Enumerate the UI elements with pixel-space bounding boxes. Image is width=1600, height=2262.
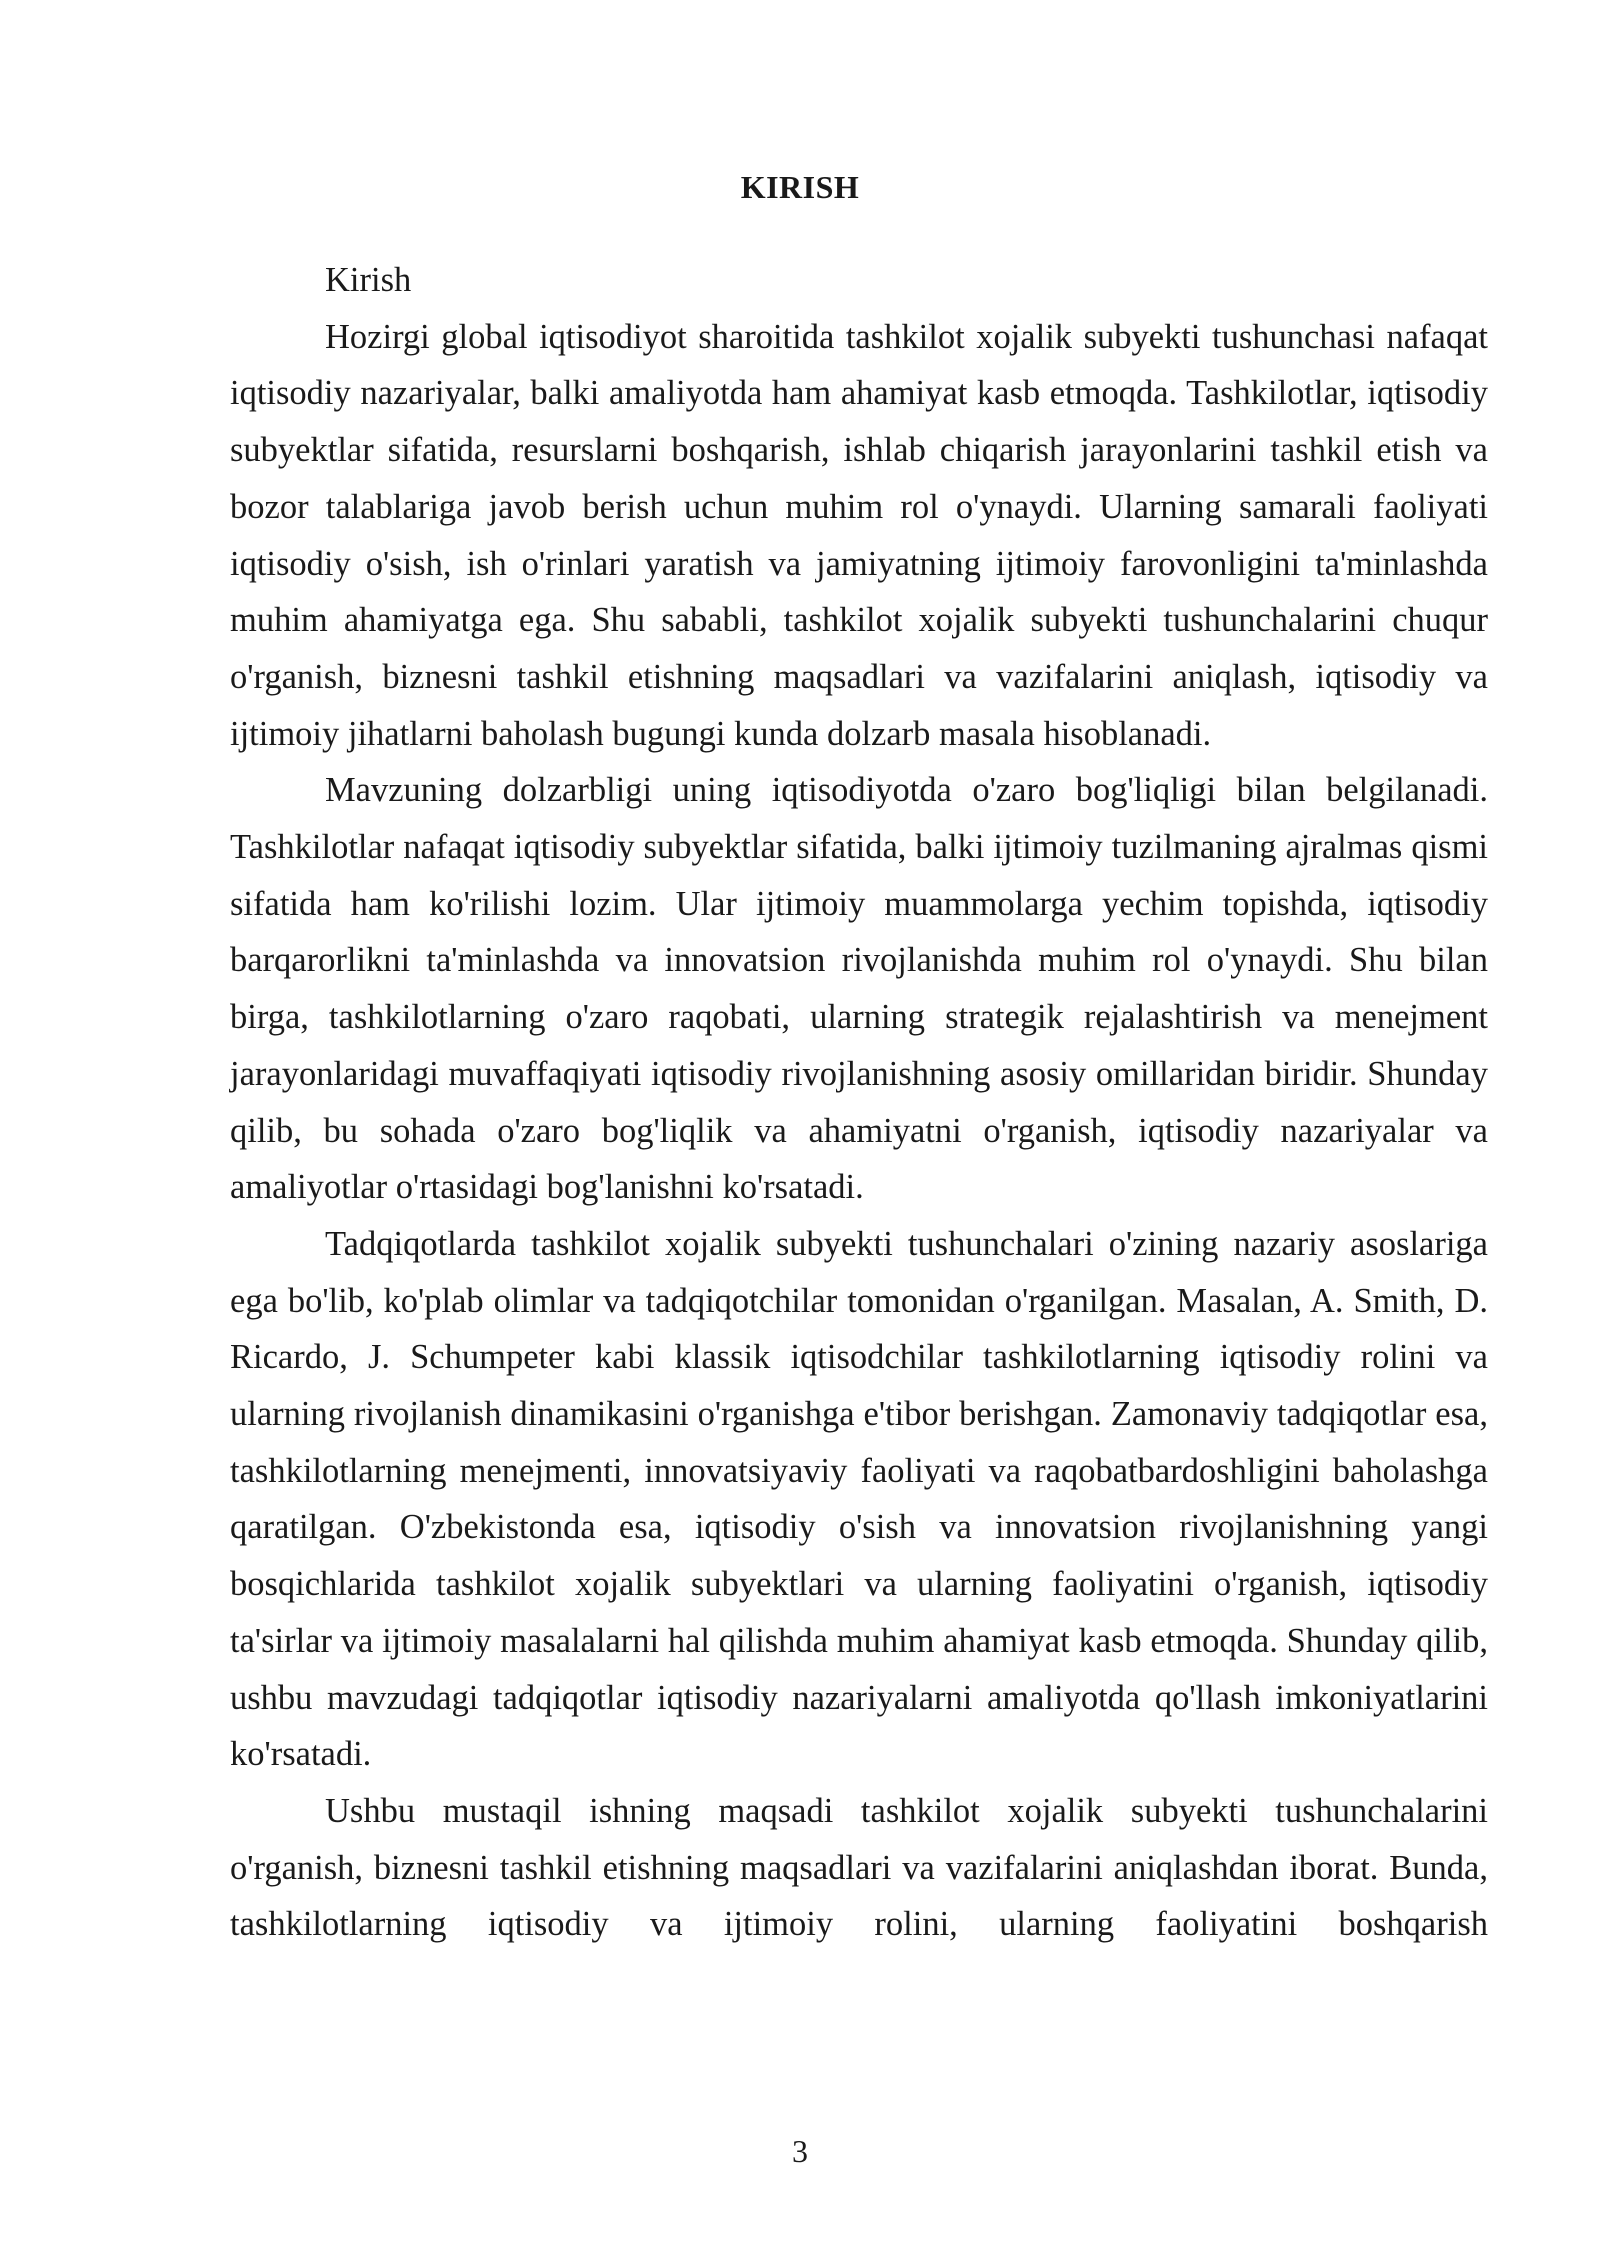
paragraph-1: Hozirgi global iqtisodiyot sharoitida tashkilot xojalik subyekti tushunchasi nafaqat iqtisodiy nazariyalar, balki amaliyotda ham ahamiyat kasb etmoqda. Tashkilotlar, iqtisodiy subyektlar sifatida, resurslarni boshqarish, ishlab chiqarish jarayonlarini tashkil etish va bozor talablariga javob berish uchun muhim rol o'ynaydi. Ularning samarali faoliyati iqtisodiy o'sish, ish o'rinlari yaratish va jamiyatning ijtimoiy farovonligini ta'minlashda muhim ahamiyatga ega. Shu sababli, tashkilot xojalik subyekti tushunchalarini chuqur o'rganish, biznesni tashkil etishning maqsadlari va vazifalarini aniqlash, iqtisodiy va ijtimoiy jihatlarni baholash bugungi kunda dolzarb masala hisoblanadi. <box>230 317 1488 753</box>
paragraph-4: Ushbu mustaqil ishning maqsadi tashkilot xojalik subyekti tushunchalarini o'rganish, biznesni tashkil etishning maqsadlari va vazifalarini aniqlashdan iborat. Bunda, tashkilotlarning iqtisodiy va ijtimoiy rolini, ularning faoliyatini boshqarish <box>230 1791 1488 1944</box>
paragraph-2: Mavzuning dolzarbligi uning iqtisodiyotda o'zaro bog'liqligi bilan belgilanadi. Tashkilotlar nafaqat iqtisodiy subyektlar sifatida, balki ijtimoiy tuzilmaning ajralmas qismi sifatida ham ko'rilishi lozim. Ular ijtimoiy muammolarga yechim topishda, iqtisodiy barqarorlikni ta'minlashda va innovatsion rivojlanishda muhim rol o'ynaydi. Shu bilan birga, tashkilotlarning o'zaro raqobati, ularning strategik rejalashtirish va menejment jarayonlaridagi muvaffaqiyati iqtisodiy rivojlanishning asosiy omillaridan biridir. Shunday qilib, bu sohada o'zaro bog'liqlik va ahamiyatni o'rganish, iqtisodiy nazariyalar va amaliyotlar o'rtasidagi bog'lanishni ko'rsatadi. <box>230 771 1488 1207</box>
page-number: 3 <box>792 2133 808 2169</box>
body-text <box>230 252 1488 1953</box>
page-title: KIRISH <box>740 169 860 205</box>
intro-label: Kirish <box>325 261 412 299</box>
paragraph-3: Tadqiqotlarda tashkilot xojalik subyekti tushunchalari o'zining nazariy asoslariga ega bo'lib, ko'plab olimlar va tadqiqotchilar tomonidan o'rganilgan. Masalan, A. Smith, D. Ricardo, J. Schumpeter kabi klassik iqtisodchilar tashkilotlarning iqtisodiy rolini va ularning rivojlanish dinamikasini o'rganishga e'tibor berishgan. Zamonaviy tadqiqotlar esa, tashkilotlarning menejmenti, innovatsiyaviy faoliyati va raqobatbardoshligini baholashga qaratilgan. O'zbekistonda esa, iqtisodiy o'sish va innovatsion rivojlanishning yangi bosqichlarida tashkilot xojalik subyektlari va ularning faoliyatini o'rganish, iqtisodiy ta'sirlar va ijtimoiy masalalarni hal qilishda muhim ahamiyat kasb etmoqda. Shunday qilib, ushbu mavzudagi tadqiqotlar iqtisodiy nazariyalarni amaliyotda qo'llash imkoniyatlarini ko'rsatadi. <box>230 1224 1488 1774</box>
